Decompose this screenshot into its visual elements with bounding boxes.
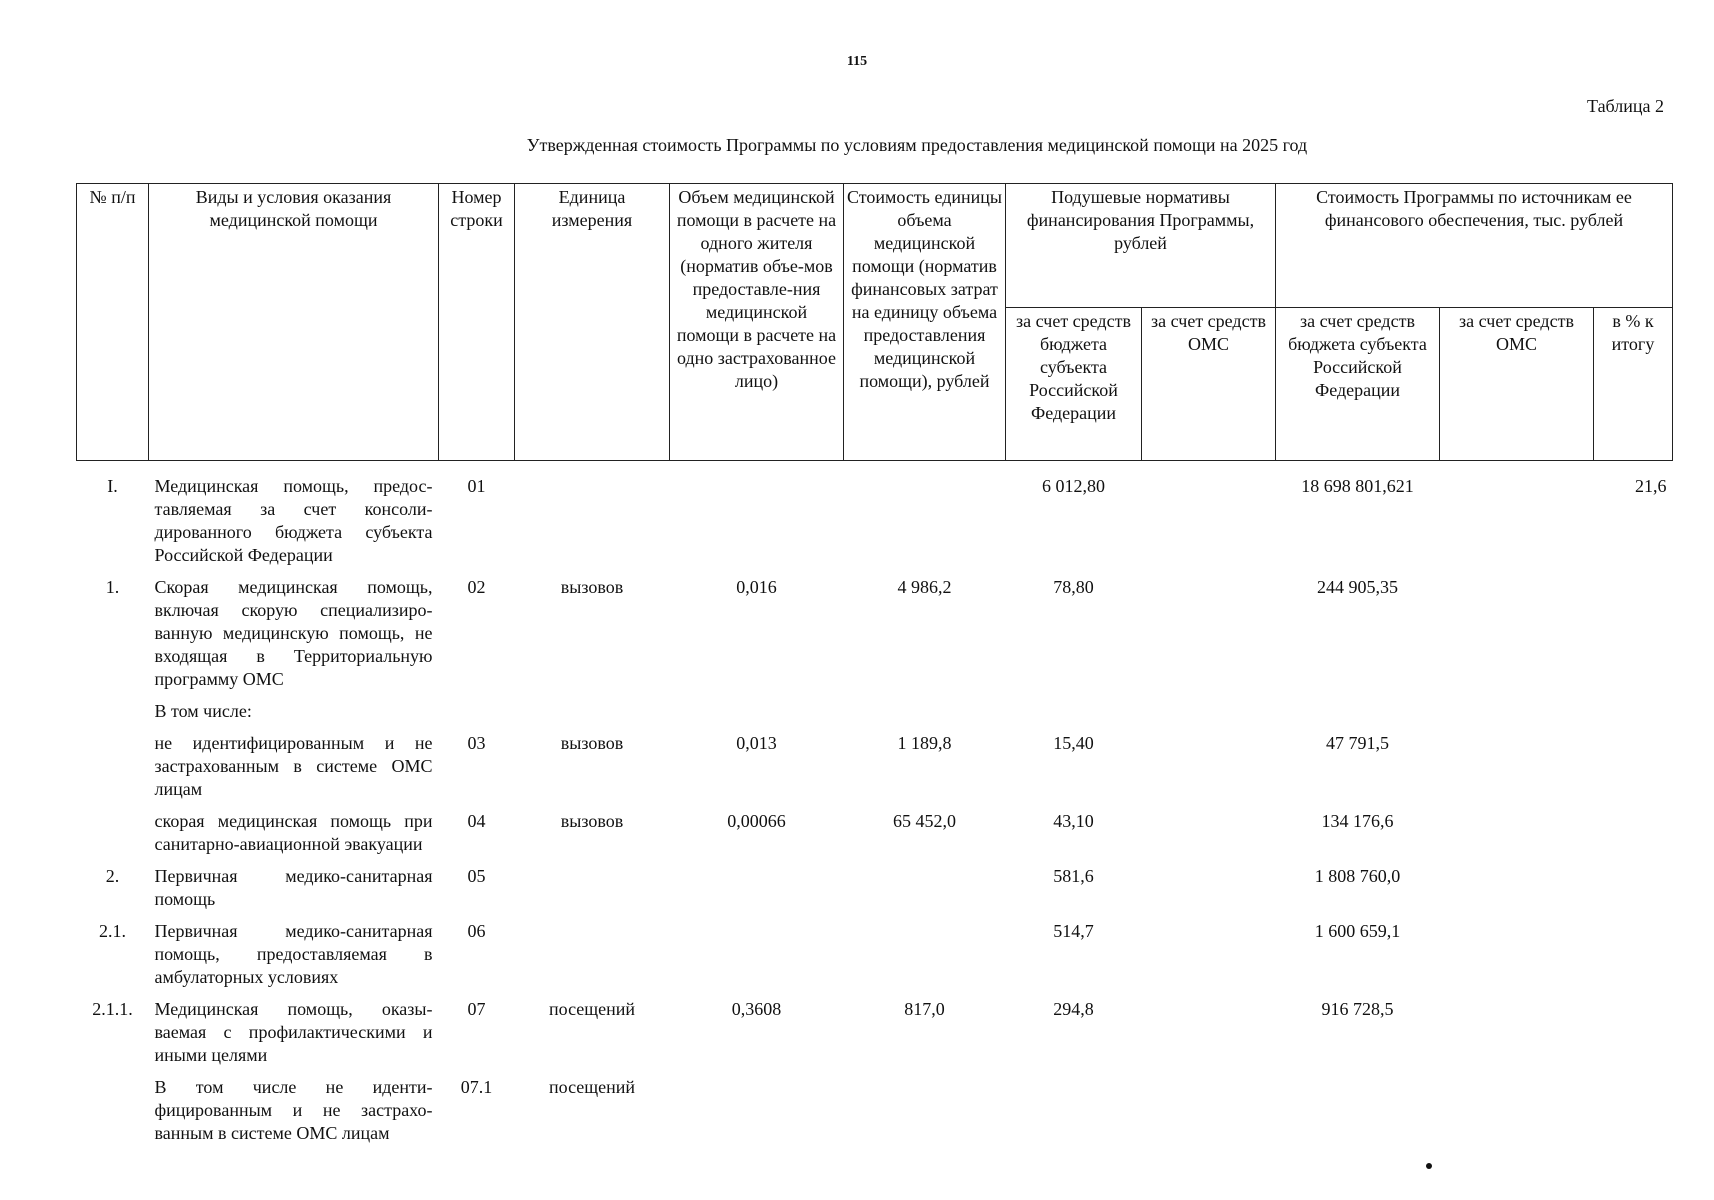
cell-pc-oms [1142, 474, 1276, 575]
header-kind: Виды и условия оказания медицинской помощи [149, 184, 439, 461]
cell-unit: посещений [548, 999, 636, 1019]
cell-prog-budget: 1 600 659,1 [1314, 921, 1401, 941]
cell-num: 2.1. [99, 921, 126, 941]
cell-prog-budget [1276, 699, 1440, 731]
cell-num: 2. [105, 866, 120, 886]
header-program-oms: за счет средств ОМС [1440, 308, 1594, 461]
cell-prog-oms [1440, 731, 1594, 809]
table-row [77, 699, 1673, 731]
cell-prog-oms [1440, 474, 1594, 575]
cell-pc-oms [1142, 575, 1276, 699]
cell-row: 07 [467, 999, 486, 1019]
cell-prog-oms [1440, 1075, 1594, 1153]
cell-name: Скорая медицинская помощь, включая скорую специализиро-ванную медицинскую помощь, не входящая в Территориальную программу ОМС [154, 577, 433, 689]
cell-unit: вызовов [560, 811, 624, 831]
cell-num [77, 699, 149, 731]
cell-prog-budget: 244 905,35 [1317, 577, 1398, 597]
table-header [77, 184, 1673, 461]
cell-num: 2.1.1. [92, 999, 133, 1019]
cell-volume: 0,013 [736, 733, 777, 753]
cell-name: В том числе не иденти-фицированным и не застрахо-ванным в системе ОМС лицам [154, 1077, 433, 1143]
header-unit-cost: Стоимость единицы объема медицинской помощи (норматив финансовых затрат на единицу объема предоставления медицинской помощи), рублей [844, 184, 1006, 461]
cell-row: 06 [467, 921, 486, 941]
cell-pc-budget [1006, 699, 1142, 731]
cell-pc-oms [1142, 919, 1276, 997]
cell-pc-oms [1142, 1075, 1276, 1153]
cell-pc-budget: 514,7 [1053, 921, 1094, 941]
table-row [77, 919, 1673, 997]
cell-prog-budget: 47 791,5 [1326, 733, 1389, 753]
cell-unit [515, 864, 670, 919]
cell-name: В том числе: [154, 701, 252, 721]
cell-volume [670, 699, 844, 731]
cell-num [77, 1075, 149, 1153]
header-row-number: Номер строки [439, 184, 515, 461]
table-row [77, 997, 1673, 1075]
cell-prog-budget: 1 808 760,0 [1314, 866, 1401, 886]
cost-table [76, 183, 1673, 1153]
table-row [77, 809, 1673, 864]
cell-prog-oms [1440, 997, 1594, 1075]
cell-cost [844, 919, 1006, 997]
cell-prog-oms [1440, 919, 1594, 997]
header-volume: Объем медицинской помощи в расчете на одного жителя (норматив объе-мов предоставле-ния медицинской помощи в расчете на одно застрахованное лицо) [670, 184, 844, 461]
cell-prog-oms [1440, 864, 1594, 919]
table-row [77, 474, 1673, 575]
cell-pct [1594, 809, 1673, 864]
cell-pc-oms [1142, 997, 1276, 1075]
cell-name: Первичная медико-санитарная помощь [154, 866, 433, 909]
cell-volume [670, 919, 844, 997]
cell-unit: вызовов [560, 733, 624, 753]
cell-unit: посещений [548, 1077, 636, 1097]
cell-pc-oms [1142, 731, 1276, 809]
cell-unit [515, 474, 670, 575]
cell-cost: 1 189,8 [897, 733, 952, 753]
cell-volume: 0,016 [736, 577, 777, 597]
cell-cost: 4 986,2 [897, 577, 952, 597]
header-program-cost: Стоимость Программы по источникам ее финансового обеспечения, тыс. рублей [1276, 184, 1673, 308]
cell-prog-budget [1276, 1075, 1440, 1153]
cell-name: Первичная медико-санитарная помощь, предоставляемая в амбулаторных условиях [154, 921, 433, 987]
cell-pc-budget: 294,8 [1053, 999, 1094, 1019]
cell-pc-budget: 15,40 [1053, 733, 1094, 753]
cell-cost [844, 699, 1006, 731]
table-row [77, 1075, 1673, 1153]
cell-num: 1. [105, 577, 120, 597]
cell-pct [1594, 699, 1673, 731]
header-program-percent: в % к итогу [1594, 308, 1673, 461]
cell-pct [1594, 997, 1673, 1075]
cell-pc-budget: 6 012,80 [1042, 476, 1105, 496]
header-per-capita: Подушевые нормативы финансирования Программы, рублей [1006, 184, 1276, 308]
cell-row: 07.1 [460, 1077, 493, 1097]
cell-volume [670, 474, 844, 575]
table-row [77, 864, 1673, 919]
cell-row: 02 [467, 577, 486, 597]
cell-pct [1594, 919, 1673, 997]
cell-pc-budget: 78,80 [1053, 577, 1094, 597]
cell-volume [670, 1075, 844, 1153]
header-program-budget: за счет средств бюджета субъекта Российской Федерации [1276, 308, 1440, 461]
cell-unit [515, 919, 670, 997]
scan-speck [1426, 1163, 1432, 1169]
cell-pc-oms [1142, 864, 1276, 919]
cell-unit: вызовов [560, 577, 624, 597]
cell-cost: 65 452,0 [893, 811, 956, 831]
cell-row: 03 [467, 733, 486, 753]
cell-name: Медицинская помощь, предос-тавляемая за счет консоли-дированного бюджета субъекта Российской Федерации [154, 476, 433, 565]
cell-row: 05 [467, 866, 486, 886]
document-title: Утвержденная стоимость Программы по условиям предоставления медицинской помощи на 2025 год [526, 135, 1308, 155]
table-body [77, 461, 1673, 1154]
cell-name: Медицинская помощь, оказы-ваемая с профилактическими и иными целями [154, 999, 433, 1065]
cell-prog-budget: 134 176,6 [1321, 811, 1394, 831]
cell-pct [1594, 864, 1673, 919]
cell-prog-budget: 916 728,5 [1321, 999, 1394, 1019]
table-row [77, 731, 1673, 809]
header-unit: Единица измерения [515, 184, 670, 461]
cell-num: I. [107, 476, 118, 496]
cell-pc-budget: 581,6 [1053, 866, 1094, 886]
cell-cost [844, 864, 1006, 919]
cell-cost [844, 1075, 1006, 1153]
cell-prog-oms [1440, 575, 1594, 699]
cell-prog-budget: 18 698 801,621 [1301, 476, 1414, 496]
page-number: 115 [846, 54, 868, 69]
cell-prog-oms [1440, 699, 1594, 731]
cell-pc-budget [1006, 1075, 1142, 1153]
cell-pct [1594, 575, 1673, 699]
cell-pct [1594, 1075, 1673, 1153]
cell-volume: 0,3608 [731, 999, 782, 1019]
cell-cost: 817,0 [904, 999, 945, 1019]
cell-prog-oms [1440, 809, 1594, 864]
cell-num [77, 809, 149, 864]
header-per-capita-oms: за счет средств ОМС [1142, 308, 1276, 461]
header-num: № п/п [77, 184, 149, 461]
cell-pct [1594, 731, 1673, 809]
cell-num [77, 731, 149, 809]
cell-row: 01 [467, 476, 486, 496]
cell-row [439, 699, 515, 731]
cell-pc-oms [1142, 699, 1276, 731]
cell-volume: 0,00066 [727, 811, 786, 831]
header-per-capita-budget: за счет средств бюджета субъекта Российской Федерации [1006, 308, 1142, 461]
cell-name: скорая медицинская помощь при санитарно-авиационной эвакуации [154, 811, 433, 854]
cell-cost [844, 474, 1006, 575]
cell-row: 04 [467, 811, 486, 831]
cell-name: не идентифицированным и не застрахованным в системе ОМС лицам [154, 733, 433, 799]
table-row [77, 575, 1673, 699]
cell-pc-oms [1142, 809, 1276, 864]
cell-pct: 21,6 [1635, 476, 1667, 496]
cell-volume [670, 864, 844, 919]
cell-unit [515, 699, 670, 731]
cell-pc-budget: 43,10 [1053, 811, 1094, 831]
table-label: Таблица 2 [1587, 96, 1664, 116]
